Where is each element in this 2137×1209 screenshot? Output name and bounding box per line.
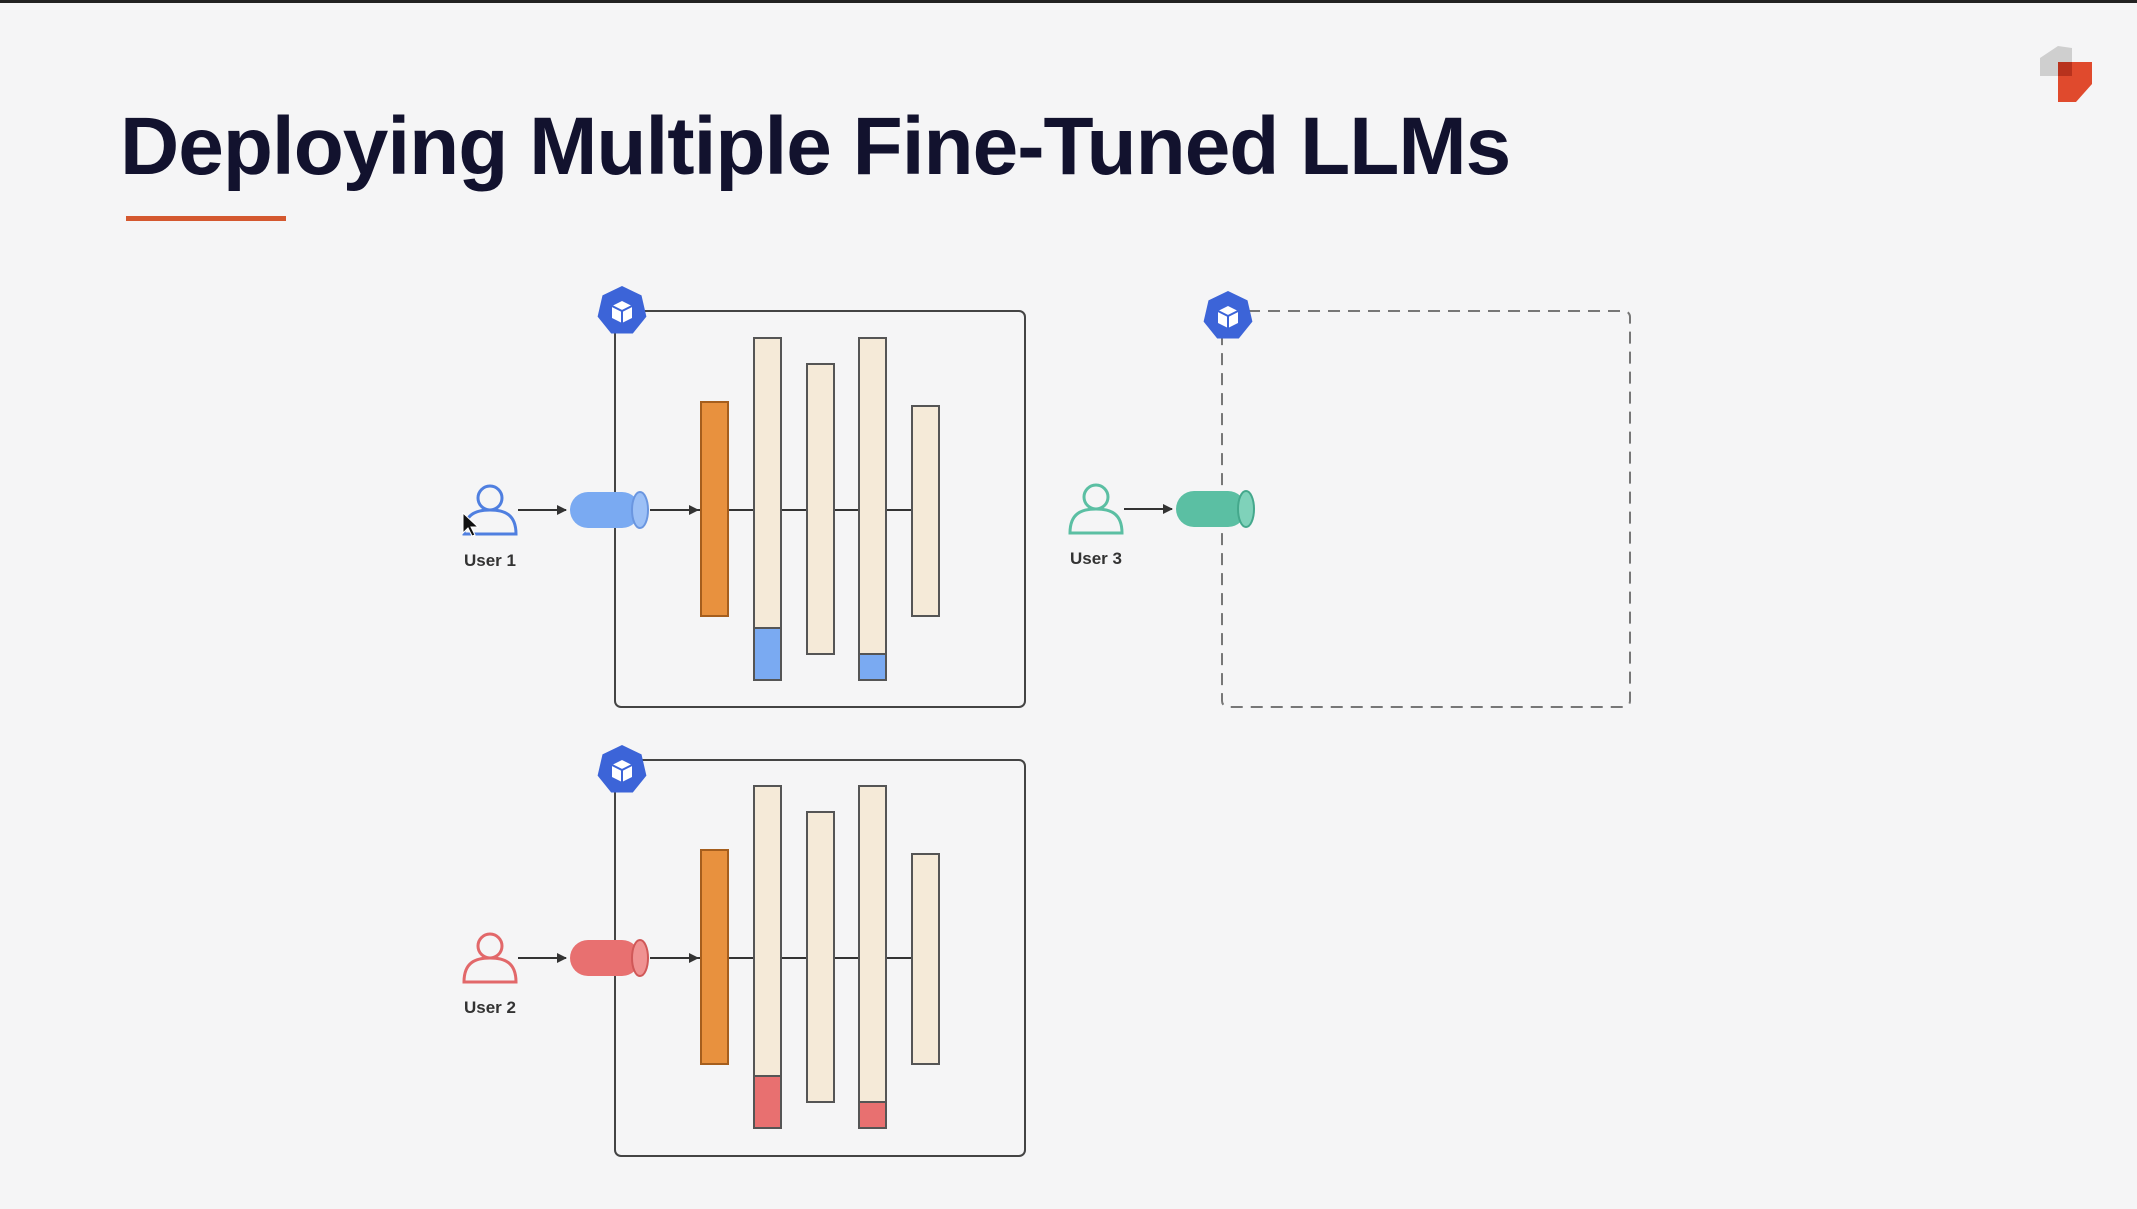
user-1 — [463, 486, 698, 570]
base-layer — [859, 786, 886, 1128]
pod-3-frame — [1222, 311, 1630, 707]
user-3-icon — [1070, 485, 1122, 533]
kubernetes-cube-icon — [598, 286, 647, 334]
adapter-weight — [754, 1076, 781, 1128]
user-3-adapter-cylinder — [1176, 491, 1254, 527]
slide-title: Deploying Multiple Fine-Tuned LLMs — [120, 101, 1511, 192]
user-2-icon — [464, 934, 516, 982]
user-2-adapter-cylinder — [570, 940, 648, 976]
base-layer — [912, 854, 939, 1064]
base-layer — [859, 338, 886, 680]
user-1-adapter-cylinder — [570, 492, 648, 528]
kubernetes-cube-icon — [1204, 291, 1253, 339]
pod-2 — [598, 745, 1025, 1156]
adapter-weight — [859, 1102, 886, 1128]
embedding-layer — [701, 850, 728, 1064]
pod-1 — [598, 286, 1025, 707]
adapter-weight — [859, 654, 886, 680]
pod-3 — [1204, 291, 1630, 707]
user-2 — [464, 934, 698, 1017]
base-layer — [807, 812, 834, 1102]
user-2-label: User 2 — [464, 998, 516, 1017]
adapter-weight — [754, 628, 781, 680]
kubernetes-cube-icon — [598, 745, 647, 793]
base-layer — [807, 364, 834, 654]
user-3-label: User 3 — [1070, 549, 1122, 568]
embedding-layer — [701, 402, 728, 616]
user-3 — [1070, 485, 1254, 568]
base-layer — [912, 406, 939, 616]
user-1-label: User 1 — [464, 551, 516, 570]
